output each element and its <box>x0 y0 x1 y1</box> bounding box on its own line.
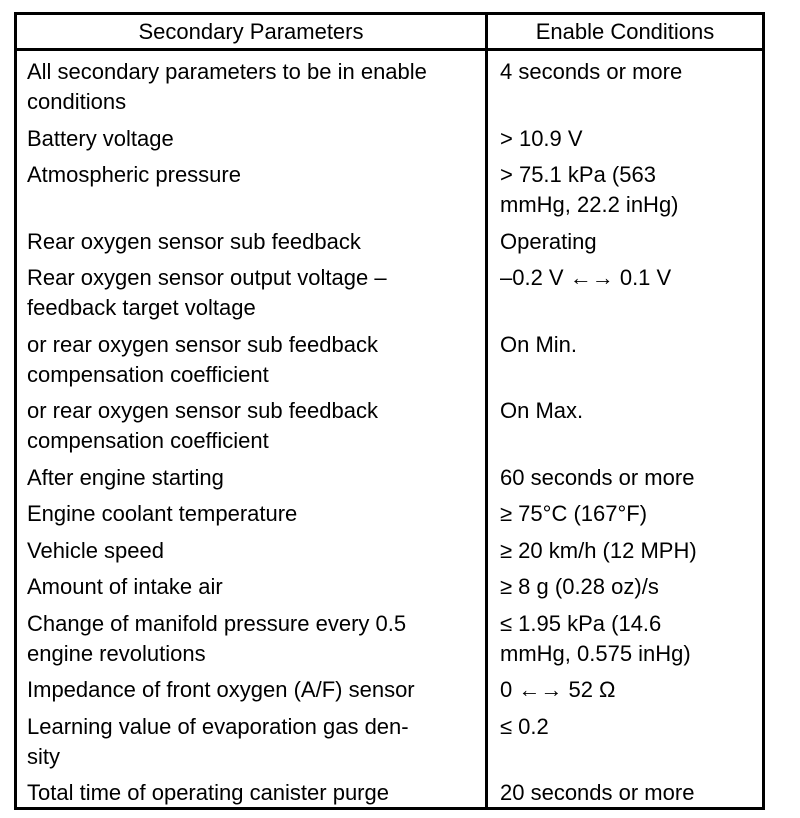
parameter-cell: Learning value of evaporation gas den- sity <box>27 713 409 769</box>
condition-cell: 60 seconds or more <box>500 464 695 490</box>
condition-cell: 20 seconds or more <box>500 780 695 805</box>
table-body <box>17 51 762 807</box>
condition-cell: ≥ 75°C (167°F) <box>500 501 648 526</box>
condition-cell: > 10.9 V <box>500 125 583 151</box>
column-divider <box>485 51 488 807</box>
parameter-cell: Rear oxygen sensor sub feedback <box>27 228 361 254</box>
table-row <box>17 124 762 154</box>
table-row <box>17 675 762 705</box>
table-rows <box>17 51 762 807</box>
table-row <box>17 263 762 323</box>
condition-cell: ≤ 0.2 <box>500 713 549 739</box>
parameter-cell: Engine coolant temperature <box>27 501 298 526</box>
parameter-cell: or rear oxygen sensor sub feedback compensation coefficient <box>27 398 378 453</box>
parameter-cell: Change of manifold pressure every 0.5 engine revolutions <box>27 610 407 666</box>
table-row <box>17 160 762 220</box>
parameter-cell: Amount of intake air <box>27 574 223 599</box>
parameter-cell: After engine starting <box>27 464 224 490</box>
condition-cell: ≥ 8 g (0.28 oz)/s <box>500 574 659 599</box>
table-row <box>17 227 762 257</box>
header-enable-conditions: Enable Conditions <box>535 18 715 44</box>
parameter-cell: Atmospheric pressure <box>27 162 241 187</box>
parameter-cell: Total time of operating canister purge <box>27 780 389 805</box>
parameter-cell: Battery voltage <box>27 125 174 151</box>
condition-cell: –0.2 V ←→ 0.1 V <box>500 265 672 290</box>
table-row <box>17 536 762 566</box>
condition-cell: On Max. <box>500 398 584 423</box>
table-row <box>17 463 762 493</box>
condition-cell: Operating <box>500 228 597 254</box>
parameter-cell: Impedance of front oxygen (A/F) sensor <box>27 677 415 702</box>
condition-cell: ≤ 1.95 kPa (14.6 mmHg, 0.575 inHg) <box>500 610 691 666</box>
parameter-cell: All secondary parameters to be in enable conditions <box>27 59 427 114</box>
table-row <box>17 609 762 669</box>
parameters-table <box>14 12 765 810</box>
table-row <box>17 499 762 529</box>
condition-cell: > 75.1 kPa (563 mmHg, 22.2 inHg) <box>500 162 679 217</box>
table-row <box>17 330 762 390</box>
condition-cell: 0 ←→ 52 Ω <box>500 677 616 702</box>
condition-cell: ≥ 20 km/h (12 MPH) <box>500 537 697 563</box>
parameter-cell: Rear oxygen sensor output voltage – feedback target voltage <box>27 265 387 320</box>
table-header <box>17 15 762 51</box>
condition-cell: On Min. <box>500 331 578 357</box>
parameter-cell: or rear oxygen sensor sub feedback compensation coefficient <box>27 331 378 387</box>
header-secondary-parameters: Secondary Parameters <box>17 15 488 48</box>
table-row <box>17 396 762 456</box>
table-row <box>17 778 762 808</box>
table-row <box>17 57 762 117</box>
parameter-cell: Vehicle speed <box>27 537 164 563</box>
condition-cell: 4 seconds or more <box>500 59 683 84</box>
table-row <box>17 712 762 772</box>
table-row <box>17 572 762 602</box>
